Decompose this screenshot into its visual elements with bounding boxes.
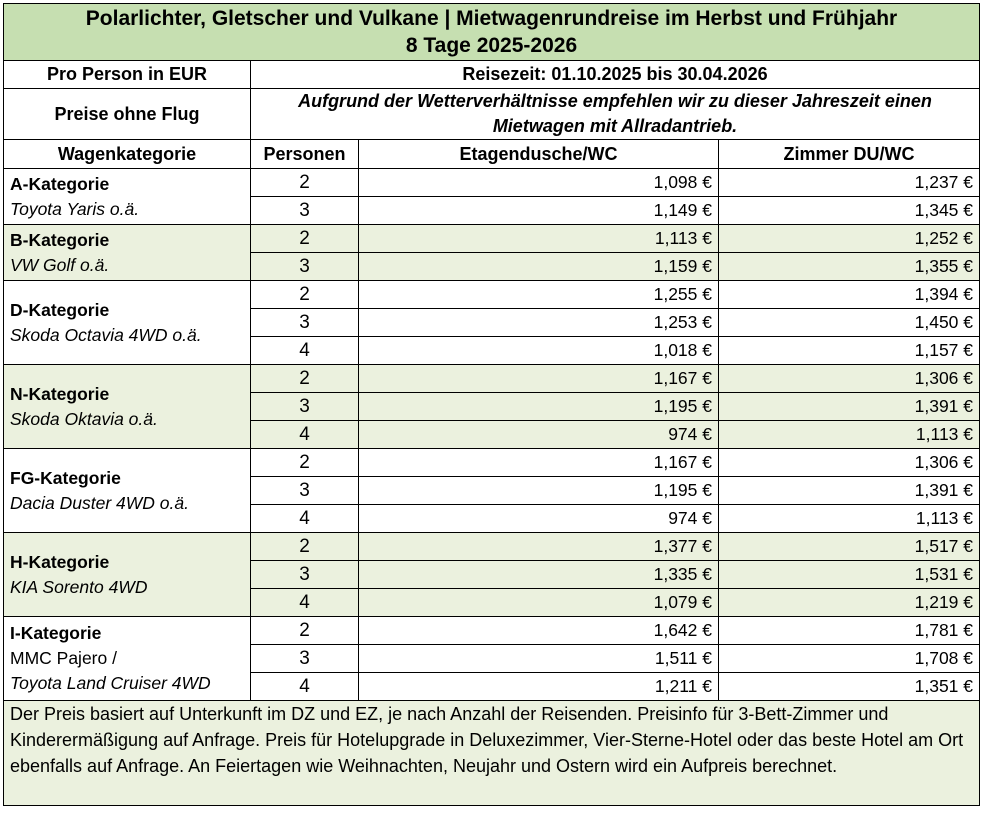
price-room-shower: 1,306 € <box>719 365 980 393</box>
price-room-shower: 1,219 € <box>719 589 980 617</box>
title-row <box>4 4 980 61</box>
price-shared-shower: 1,113 € <box>359 225 719 253</box>
footer-row <box>4 701 980 806</box>
persons-cell: 2 <box>251 169 359 197</box>
persons-cell: 2 <box>251 449 359 477</box>
price-shared-shower: 1,377 € <box>359 533 719 561</box>
recommendation-note: Aufgrund der Wetterverhältnisse empfehlen wir zu dieser Jahreszeit einen Mietwagen mit Allradantrieb. <box>251 89 980 140</box>
persons-cell: 3 <box>251 477 359 505</box>
price-shared-shower: 1,255 € <box>359 281 719 309</box>
category-model: Skoda Octavia 4WD o.ä. <box>10 324 202 345</box>
price-room-shower: 1,394 € <box>719 281 980 309</box>
price-room-shower: 1,351 € <box>719 673 980 701</box>
column-header-persons: Personen <box>251 140 359 169</box>
price-shared-shower: 1,511 € <box>359 645 719 673</box>
price-shared-shower: 1,149 € <box>359 197 719 225</box>
table-row <box>4 365 980 393</box>
travel-period: Reisezeit: 01.10.2025 bis 30.04.2026 <box>251 61 980 89</box>
header-row-period <box>4 61 980 89</box>
price-shared-shower: 1,195 € <box>359 393 719 421</box>
category-cell <box>4 225 251 281</box>
price-room-shower: 1,450 € <box>719 309 980 337</box>
column-header-shared-shower: Etagendusche/WC <box>359 140 719 169</box>
table-row <box>4 225 980 253</box>
category-name: I-Kategorie <box>10 623 102 643</box>
column-header-category: Wagenkategorie <box>4 140 251 169</box>
category-name: N-Kategorie <box>10 383 110 404</box>
persons-cell: 2 <box>251 365 359 393</box>
column-header-row <box>4 140 980 169</box>
price-room-shower: 1,391 € <box>719 393 980 421</box>
table-row <box>4 169 980 197</box>
price-shared-shower: 974 € <box>359 421 719 449</box>
price-room-shower: 1,252 € <box>719 225 980 253</box>
price-room-shower: 1,355 € <box>719 253 980 281</box>
table-row <box>4 617 980 645</box>
without-flight-label: Preise ohne Flug <box>4 89 251 140</box>
price-room-shower: 1,531 € <box>719 561 980 589</box>
category-model: VW Golf o.ä. <box>10 254 110 275</box>
persons-cell: 3 <box>251 393 359 421</box>
persons-cell: 3 <box>251 197 359 225</box>
price-shared-shower: 1,195 € <box>359 477 719 505</box>
category-model: Skoda Oktavia o.ä. <box>10 408 158 429</box>
persons-cell: 4 <box>251 673 359 701</box>
column-header-room-shower: Zimmer DU/WC <box>719 140 980 169</box>
persons-cell: 4 <box>251 589 359 617</box>
price-shared-shower: 1,642 € <box>359 617 719 645</box>
persons-cell: 3 <box>251 253 359 281</box>
persons-cell: 2 <box>251 225 359 253</box>
price-room-shower: 1,113 € <box>719 421 980 449</box>
category-model: MMC Pajero / <box>10 648 117 668</box>
persons-cell: 2 <box>251 533 359 561</box>
category-name: H-Kategorie <box>10 551 110 572</box>
price-shared-shower: 1,211 € <box>359 673 719 701</box>
price-shared-shower: 1,018 € <box>359 337 719 365</box>
category-cell <box>4 281 251 365</box>
price-room-shower: 1,781 € <box>719 617 980 645</box>
category-model-line-2: Toyota Land Cruiser 4WD <box>10 673 211 693</box>
price-shared-shower: 974 € <box>359 505 719 533</box>
persons-cell: 3 <box>251 645 359 673</box>
price-per-person-label: Pro Person in EUR <box>4 61 251 89</box>
price-shared-shower: 1,167 € <box>359 449 719 477</box>
price-shared-shower: 1,159 € <box>359 253 719 281</box>
footer-note: Der Preis basiert auf Unterkunft im DZ und EZ, je nach Anzahl der Reisenden. Preisinfo für 3-Bett-Zimmer und Kinderermäßigung auf Anfrage. Preis für Hotelupgrade in Deluxezimmer, Vier-Sterne-Hotel oder das beste Hotel am Ort ebenfalls auf Anfrage. An Feiertagen wie Weihnachten, Neujahr und Ostern wird ein Aufpreis berechnet. <box>4 701 980 806</box>
category-cell <box>4 169 251 225</box>
persons-cell: 4 <box>251 421 359 449</box>
category-cell <box>4 449 251 533</box>
price-room-shower: 1,237 € <box>719 169 980 197</box>
table-row <box>4 281 980 309</box>
category-name: D-Kategorie <box>10 299 110 320</box>
category-model: KIA Sorento 4WD <box>10 576 148 597</box>
title-line-2: 8 Tage 2025-2026 <box>405 34 578 57</box>
price-shared-shower: 1,167 € <box>359 365 719 393</box>
header-row-note <box>4 89 980 140</box>
category-model: Dacia Duster 4WD o.ä. <box>10 492 189 513</box>
price-shared-shower: 1,335 € <box>359 561 719 589</box>
price-room-shower: 1,345 € <box>719 197 980 225</box>
category-cell <box>4 365 251 449</box>
price-room-shower: 1,391 € <box>719 477 980 505</box>
page-title <box>4 4 980 61</box>
table-row <box>4 449 980 477</box>
category-model: Toyota Yaris o.ä. <box>10 198 140 219</box>
price-shared-shower: 1,079 € <box>359 589 719 617</box>
table-row <box>4 533 980 561</box>
persons-cell: 2 <box>251 617 359 645</box>
price-room-shower: 1,517 € <box>719 533 980 561</box>
persons-cell: 4 <box>251 337 359 365</box>
category-cell <box>4 617 251 701</box>
category-name: FG-Kategorie <box>10 467 121 488</box>
persons-cell: 3 <box>251 309 359 337</box>
category-name: A-Kategorie <box>10 173 110 194</box>
category-name: B-Kategorie <box>10 229 110 250</box>
persons-cell: 4 <box>251 505 359 533</box>
persons-cell: 2 <box>251 281 359 309</box>
price-shared-shower: 1,253 € <box>359 309 719 337</box>
title-line-1: Polarlichter, Gletscher und Vulkane | Mietwagenrundreise im Herbst und Frühjahr <box>85 7 898 30</box>
price-table <box>3 3 980 806</box>
price-shared-shower: 1,098 € <box>359 169 719 197</box>
category-cell <box>4 533 251 617</box>
price-room-shower: 1,708 € <box>719 645 980 673</box>
persons-cell: 3 <box>251 561 359 589</box>
price-room-shower: 1,306 € <box>719 449 980 477</box>
price-room-shower: 1,157 € <box>719 337 980 365</box>
price-room-shower: 1,113 € <box>719 505 980 533</box>
